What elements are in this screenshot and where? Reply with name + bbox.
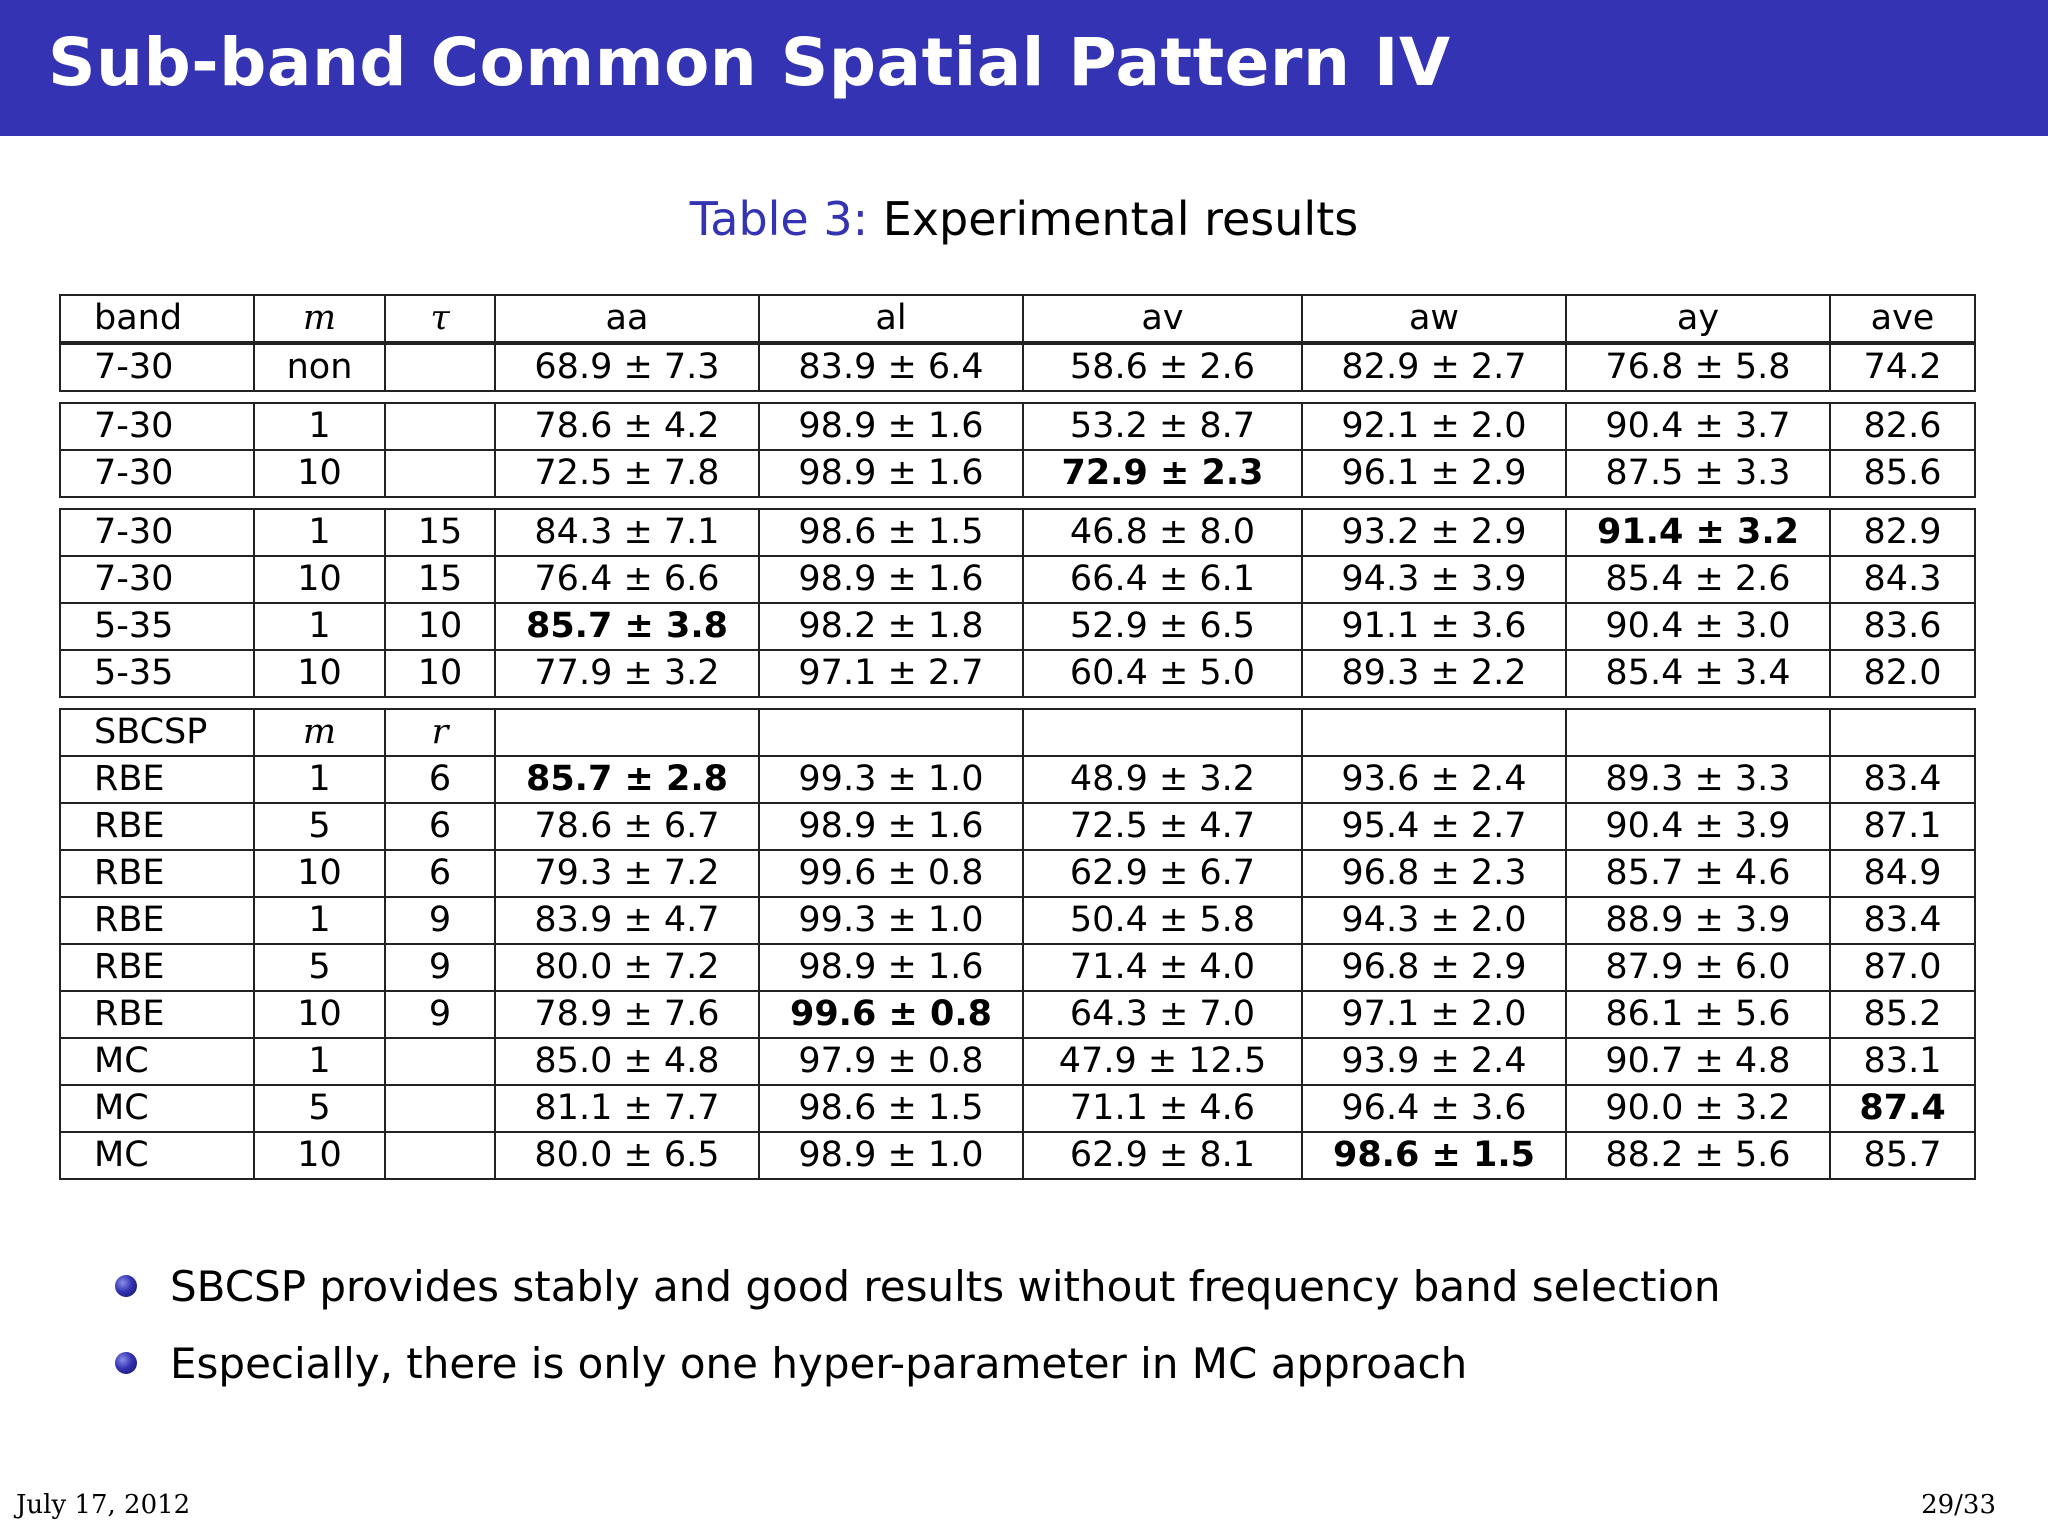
table-cell: 94.3 ± 2.0 [1303, 898, 1567, 945]
table-cell: 88.2 ± 5.6 [1567, 1133, 1831, 1180]
header-cell: τ [386, 294, 496, 343]
table-cell: 90.7 ± 4.8 [1567, 1039, 1831, 1086]
table-cell: 76.8 ± 5.8 [1567, 343, 1831, 392]
table-row [59, 651, 1976, 698]
header-cell: al [760, 294, 1024, 343]
table-cell: 15 [386, 557, 496, 604]
table-cell: 85.7 [1831, 1133, 1976, 1180]
table-cell: 9 [386, 898, 496, 945]
table-cell: 87.9 ± 6.0 [1567, 945, 1831, 992]
table-cell: 82.9 [1831, 508, 1976, 557]
title-bar [0, 0, 2048, 136]
table-cell [760, 708, 1024, 757]
table-cell: RBE [59, 898, 255, 945]
table-row [59, 1039, 1976, 1086]
table-cell: r [386, 708, 496, 757]
table-cell: 85.4 ± 2.6 [1567, 557, 1831, 604]
table-cell: 85.7 ± 4.6 [1567, 851, 1831, 898]
table-cell: 1 [255, 402, 386, 451]
table-cell: 95.4 ± 2.7 [1303, 804, 1567, 851]
table-cell: 92.1 ± 2.0 [1303, 402, 1567, 451]
table-cell: RBE [59, 992, 255, 1039]
table-cell: 90.4 ± 3.0 [1567, 604, 1831, 651]
table-row [59, 804, 1976, 851]
bullet-list [115, 1262, 1721, 1416]
table-cell: 6 [386, 851, 496, 898]
table-cell: 90.0 ± 3.2 [1567, 1086, 1831, 1133]
table-row [59, 992, 1976, 1039]
caption-label: Table 3: [689, 192, 869, 246]
table-cell: MC [59, 1086, 255, 1133]
table-cell: 7-30 [59, 508, 255, 557]
bullet-item [115, 1262, 1721, 1339]
table-cell: 98.6 ± 1.5 [760, 1086, 1024, 1133]
table-row [59, 604, 1976, 651]
table-cell: 68.9 ± 7.3 [496, 343, 760, 392]
table-row [59, 508, 1976, 557]
table-cell: 97.9 ± 0.8 [760, 1039, 1024, 1086]
table-cell: 7-30 [59, 402, 255, 451]
table-cell: 98.9 ± 1.6 [760, 945, 1024, 992]
table-cell [1567, 708, 1831, 757]
table-cell [1303, 708, 1567, 757]
table-row [59, 1086, 1976, 1133]
table-cell: 80.0 ± 7.2 [496, 945, 760, 992]
table-cell: 87.4 [1831, 1086, 1976, 1133]
table-cell: 85.2 [1831, 992, 1976, 1039]
table-cell: 98.6 ± 1.5 [1303, 1133, 1567, 1180]
caption-text: Experimental results [882, 192, 1359, 246]
table-cell [1024, 708, 1303, 757]
table-cell: 1 [255, 508, 386, 557]
header-cell: band [59, 294, 255, 343]
table-cell: 74.2 [1831, 343, 1976, 392]
table-cell: 99.6 ± 0.8 [760, 992, 1024, 1039]
table-cell: 86.1 ± 5.6 [1567, 992, 1831, 1039]
header-cell: ave [1831, 294, 1976, 343]
table-cell: 93.2 ± 2.9 [1303, 508, 1567, 557]
table-cell: 15 [386, 508, 496, 557]
table-cell: 85.0 ± 4.8 [496, 1039, 760, 1086]
table-row [59, 1133, 1976, 1180]
table-cell: 84.9 [1831, 851, 1976, 898]
table-cell: 64.3 ± 7.0 [1024, 992, 1303, 1039]
header-cell: aa [496, 294, 760, 343]
table-cell [1831, 708, 1976, 757]
footer-date: July 17, 2012 [16, 1490, 191, 1520]
table-cell: 85.6 [1831, 451, 1976, 498]
table-cell: 83.1 [1831, 1039, 1976, 1086]
table-cell: 66.4 ± 6.1 [1024, 557, 1303, 604]
table-cell: 72.5 ± 4.7 [1024, 804, 1303, 851]
table-cell: 10 [255, 557, 386, 604]
table-row [59, 343, 1976, 392]
table-cell: 98.9 ± 1.6 [760, 451, 1024, 498]
table-cell: 98.9 ± 1.6 [760, 557, 1024, 604]
table-cell: 9 [386, 992, 496, 1039]
table-cell: 72.9 ± 2.3 [1024, 451, 1303, 498]
table-cell: 1 [255, 898, 386, 945]
table-cell: 10 [386, 604, 496, 651]
table-cell: SBCSP [59, 708, 255, 757]
table-cell: 97.1 ± 2.7 [760, 651, 1024, 698]
table-cell: 98.9 ± 1.6 [760, 402, 1024, 451]
table-cell: 87.1 [1831, 804, 1976, 851]
table-cell: 98.6 ± 1.5 [760, 508, 1024, 557]
table-cell: 76.4 ± 6.6 [496, 557, 760, 604]
table-cell: 91.4 ± 3.2 [1567, 508, 1831, 557]
bullet-item [115, 1339, 1721, 1416]
table-cell: 96.4 ± 3.6 [1303, 1086, 1567, 1133]
table-cell: 98.9 ± 1.0 [760, 1133, 1024, 1180]
table-cell: 93.9 ± 2.4 [1303, 1039, 1567, 1086]
table-cell: 6 [386, 757, 496, 804]
table-cell: 10 [255, 651, 386, 698]
table-header-row [59, 294, 1976, 343]
table-row [59, 451, 1976, 498]
table-cell: 50.4 ± 5.8 [1024, 898, 1303, 945]
table-cell: 89.3 ± 3.3 [1567, 757, 1831, 804]
table-cell [386, 1039, 496, 1086]
table-cell [496, 708, 760, 757]
table-cell [386, 343, 496, 392]
table-row [59, 708, 1976, 757]
table-cell: 87.5 ± 3.3 [1567, 451, 1831, 498]
table-cell: 99.6 ± 0.8 [760, 851, 1024, 898]
table-cell [386, 1086, 496, 1133]
table-cell: 46.8 ± 8.0 [1024, 508, 1303, 557]
table-cell: RBE [59, 804, 255, 851]
table-cell: 5-35 [59, 604, 255, 651]
bullet-dot-icon [115, 1352, 137, 1374]
table-cell: 78.6 ± 6.7 [496, 804, 760, 851]
table-cell: 98.2 ± 1.8 [760, 604, 1024, 651]
table-cell: 94.3 ± 3.9 [1303, 557, 1567, 604]
header-cell: aw [1303, 294, 1567, 343]
table-cell: 52.9 ± 6.5 [1024, 604, 1303, 651]
table-cell: 84.3 ± 7.1 [496, 508, 760, 557]
table-cell: 5-35 [59, 651, 255, 698]
table-cell: 53.2 ± 8.7 [1024, 402, 1303, 451]
table-cell: 7-30 [59, 343, 255, 392]
table-cell: 85.7 ± 3.8 [496, 604, 760, 651]
table-cell: 82.6 [1831, 402, 1976, 451]
table-cell [386, 1133, 496, 1180]
table-cell: 96.8 ± 2.9 [1303, 945, 1567, 992]
table-cell: 81.1 ± 7.7 [496, 1086, 760, 1133]
table-cell: 82.0 [1831, 651, 1976, 698]
table-row [59, 757, 1976, 804]
table-cell: 77.9 ± 3.2 [496, 651, 760, 698]
table-cell: 98.9 ± 1.6 [760, 804, 1024, 851]
table-cell: 78.9 ± 7.6 [496, 992, 760, 1039]
header-cell: av [1024, 294, 1303, 343]
table-cell: 93.6 ± 2.4 [1303, 757, 1567, 804]
table-cell: 10 [255, 451, 386, 498]
table-cell: 5 [255, 804, 386, 851]
table-cell: 90.4 ± 3.7 [1567, 402, 1831, 451]
table-cell: 83.6 [1831, 604, 1976, 651]
table-cell: MC [59, 1039, 255, 1086]
table-cell: 9 [386, 945, 496, 992]
table-cell: 97.1 ± 2.0 [1303, 992, 1567, 1039]
table-cell: 85.7 ± 2.8 [496, 757, 760, 804]
table-cell: 99.3 ± 1.0 [760, 757, 1024, 804]
table-cell: 1 [255, 1039, 386, 1086]
table-cell: 7-30 [59, 557, 255, 604]
table-cell: 83.9 ± 4.7 [496, 898, 760, 945]
table-cell: 1 [255, 604, 386, 651]
table-cell: 10 [255, 851, 386, 898]
table-cell: non [255, 343, 386, 392]
table-cell: 91.1 ± 3.6 [1303, 604, 1567, 651]
table-cell: 87.0 [1831, 945, 1976, 992]
table-cell: MC [59, 1133, 255, 1180]
table-caption [0, 192, 2048, 246]
table-cell: 71.1 ± 4.6 [1024, 1086, 1303, 1133]
table-cell: RBE [59, 757, 255, 804]
table-row [59, 898, 1976, 945]
table-cell: 96.8 ± 2.3 [1303, 851, 1567, 898]
table-row [59, 945, 1976, 992]
footer-page-number: 29/33 [1921, 1490, 1996, 1520]
table-cell: 47.9 ± 12.5 [1024, 1039, 1303, 1086]
table-cell: 10 [386, 651, 496, 698]
table-cell: 10 [255, 1133, 386, 1180]
header-cell: ay [1567, 294, 1831, 343]
table-cell: 90.4 ± 3.9 [1567, 804, 1831, 851]
table-cell: 83.4 [1831, 898, 1976, 945]
table-cell: 80.0 ± 6.5 [496, 1133, 760, 1180]
table-cell: 48.9 ± 3.2 [1024, 757, 1303, 804]
table-cell: 10 [255, 992, 386, 1039]
table-cell: 6 [386, 804, 496, 851]
table-cell: 96.1 ± 2.9 [1303, 451, 1567, 498]
table-cell: 62.9 ± 6.7 [1024, 851, 1303, 898]
table-cell: 72.5 ± 7.8 [496, 451, 760, 498]
table-cell: 60.4 ± 5.0 [1024, 651, 1303, 698]
bullet-text: Especially, there is only one hyper-parameter in MC approach [170, 1339, 1468, 1388]
table-cell: 83.4 [1831, 757, 1976, 804]
bullet-text: SBCSP provides stably and good results without frequency band selection [170, 1262, 1721, 1311]
table-cell: 82.9 ± 2.7 [1303, 343, 1567, 392]
table-cell: 83.9 ± 6.4 [760, 343, 1024, 392]
table-cell: 78.6 ± 4.2 [496, 402, 760, 451]
table-cell: 85.4 ± 3.4 [1567, 651, 1831, 698]
table-cell: 1 [255, 757, 386, 804]
table-cell [386, 402, 496, 451]
results-table [59, 294, 1976, 1180]
table-row [59, 851, 1976, 898]
table-cell: 58.6 ± 2.6 [1024, 343, 1303, 392]
table-row [59, 557, 1976, 604]
table-cell: 88.9 ± 3.9 [1567, 898, 1831, 945]
table-cell: RBE [59, 851, 255, 898]
table-cell: 71.4 ± 4.0 [1024, 945, 1303, 992]
table-row [59, 402, 1976, 451]
table-cell: 5 [255, 945, 386, 992]
table-cell: 99.3 ± 1.0 [760, 898, 1024, 945]
slide-title: Sub-band Common Spatial Pattern IV [48, 24, 1451, 101]
header-cell: m [255, 294, 386, 343]
table-cell: RBE [59, 945, 255, 992]
table-cell: m [255, 708, 386, 757]
table-cell: 7-30 [59, 451, 255, 498]
bullet-dot-icon [115, 1275, 137, 1297]
table-cell: 89.3 ± 2.2 [1303, 651, 1567, 698]
table-cell: 79.3 ± 7.2 [496, 851, 760, 898]
table-cell: 84.3 [1831, 557, 1976, 604]
table-cell: 5 [255, 1086, 386, 1133]
table-cell: 62.9 ± 8.1 [1024, 1133, 1303, 1180]
table-cell [386, 451, 496, 498]
